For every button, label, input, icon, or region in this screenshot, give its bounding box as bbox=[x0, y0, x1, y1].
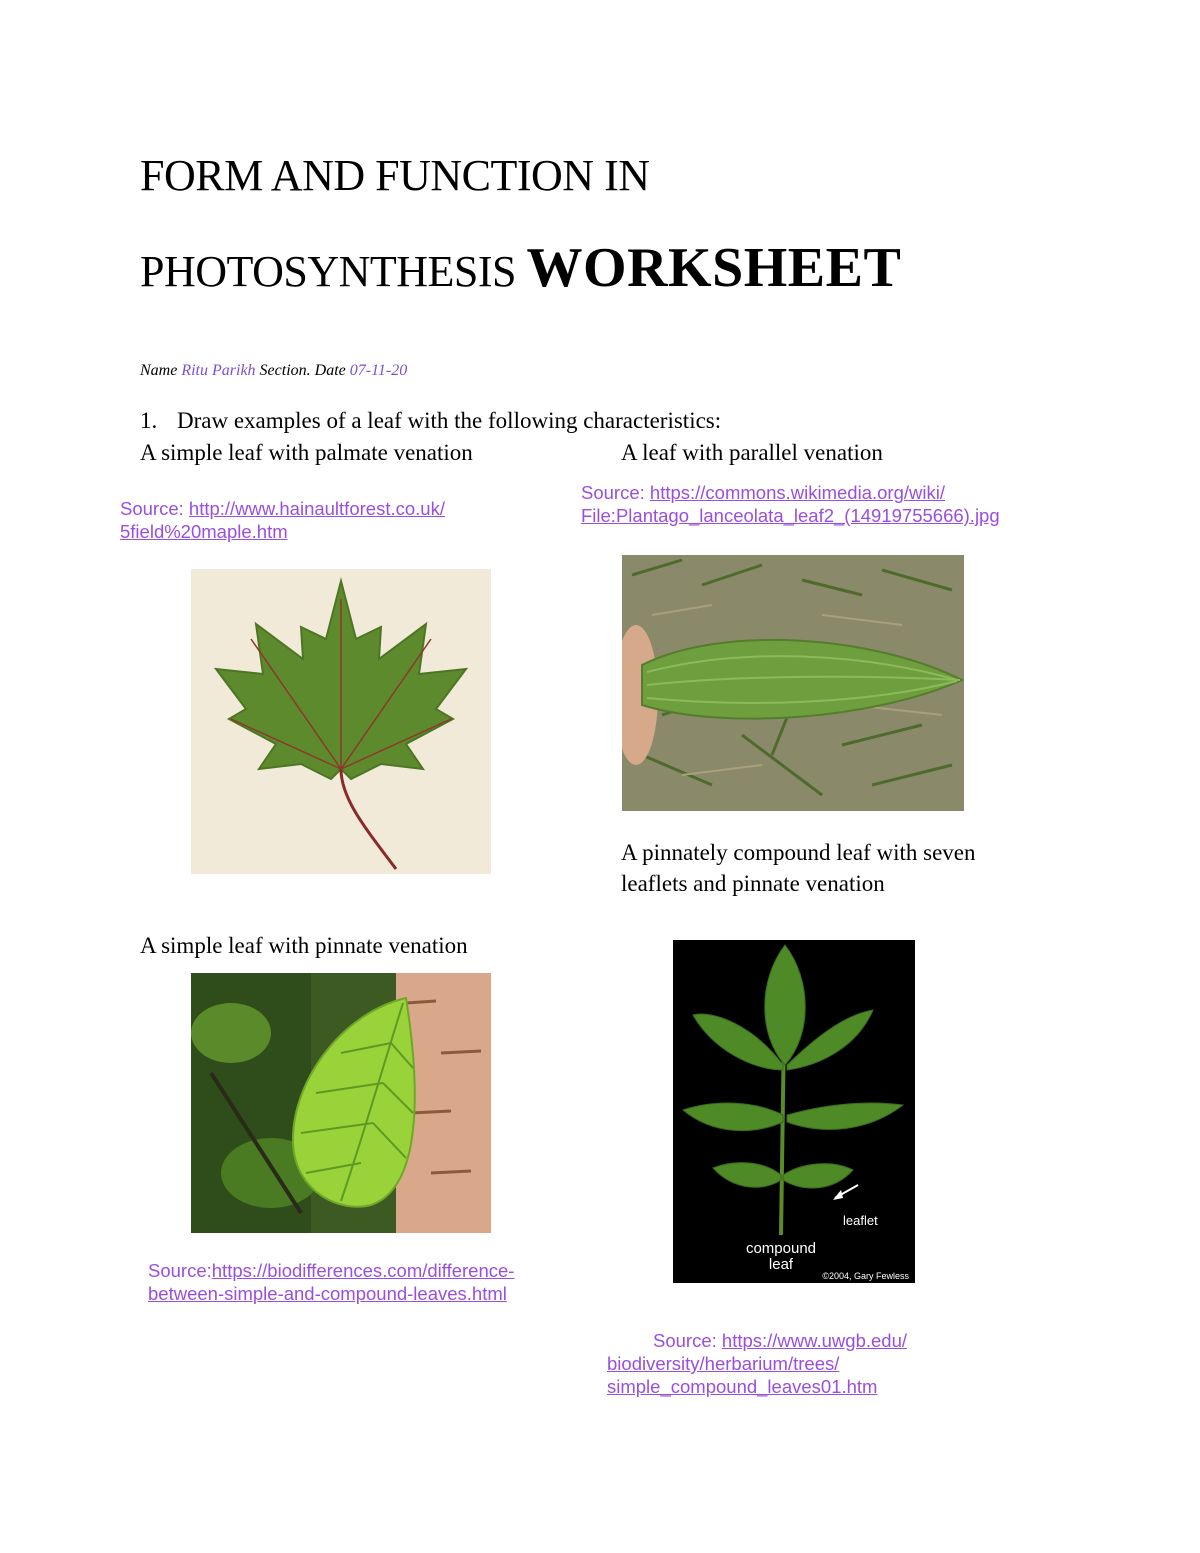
source-label: Source: bbox=[653, 1330, 717, 1351]
source-link-compound[interactable]: https://www.uwgb.edu/ bbox=[721, 1330, 908, 1351]
compound-label: compound bbox=[745, 1240, 817, 1257]
maple-leaf-image bbox=[191, 569, 491, 874]
student-info: Name Ritu Parikh Section. Date 07-11-20 bbox=[140, 362, 408, 379]
date-value: 07-11-20 bbox=[349, 362, 408, 379]
caption-parallel: A leaf with parallel venation bbox=[621, 440, 883, 465]
source-palmate bbox=[120, 497, 445, 543]
question-text: Draw examples of a leaf with the following characteristics: bbox=[177, 408, 722, 433]
question-1 bbox=[140, 408, 721, 434]
name-value: Ritu Parikh bbox=[181, 362, 256, 379]
source-link-pinnate-cont[interactable]: between-simple-and-compound-leaves.html bbox=[148, 1283, 507, 1304]
title-line-1: FORM AND FUNCTION IN bbox=[140, 151, 650, 200]
compound-leaf-image bbox=[673, 940, 915, 1283]
compound-label-leaf: leaf bbox=[768, 1256, 794, 1273]
source-link-parallel-cont[interactable]: File:Plantago_lanceolata_leaf2_(14919755666).jpg bbox=[581, 505, 1000, 526]
date-label: Date bbox=[314, 362, 346, 379]
source-link-parallel[interactable]: https://commons.wikimedia.org/wiki/ bbox=[649, 482, 945, 503]
image-credit: ©2004, Gary Fewless bbox=[822, 1271, 909, 1281]
title-line-2 bbox=[140, 236, 901, 300]
plantago-leaf-image bbox=[622, 555, 964, 811]
source-link-palmate-cont[interactable]: 5field%20maple.htm bbox=[120, 521, 288, 542]
question-number: 1. bbox=[140, 408, 158, 433]
title-photosynthesis: PHOTOSYNTHESIS bbox=[140, 247, 517, 296]
source-label: Source: bbox=[148, 1260, 212, 1281]
source-link-compound-cont[interactable]: biodiversity/herbarium/trees/ bbox=[607, 1353, 840, 1374]
caption-compound-line-1: A pinnately compound leaf with seven bbox=[621, 840, 976, 865]
source-pinnate bbox=[148, 1259, 514, 1305]
source-parallel bbox=[581, 481, 1000, 527]
caption-pinnate: A simple leaf with pinnate venation bbox=[140, 933, 468, 958]
source-label: Source: bbox=[581, 482, 645, 503]
title-worksheet: WORKSHEET bbox=[526, 237, 902, 299]
source-link-palmate[interactable]: http://www.hainaultforest.co.uk/ bbox=[188, 498, 445, 519]
beech-leaf-image bbox=[191, 973, 491, 1233]
source-compound bbox=[607, 1329, 907, 1398]
name-label: Name bbox=[140, 362, 178, 379]
caption-palmate: A simple leaf with palmate venation bbox=[140, 440, 473, 465]
source-link-compound-cont-2[interactable]: simple_compound_leaves01.htm bbox=[607, 1376, 878, 1397]
source-label: Source: bbox=[120, 498, 184, 519]
caption-compound-line-2: leaflets and pinnate venation bbox=[621, 871, 885, 896]
leaflet-label: leaflet bbox=[843, 1213, 878, 1228]
source-link-pinnate[interactable]: https://biodifferences.com/difference- bbox=[211, 1260, 515, 1281]
caption-compound bbox=[621, 837, 976, 899]
section-label: Section bbox=[259, 362, 307, 379]
